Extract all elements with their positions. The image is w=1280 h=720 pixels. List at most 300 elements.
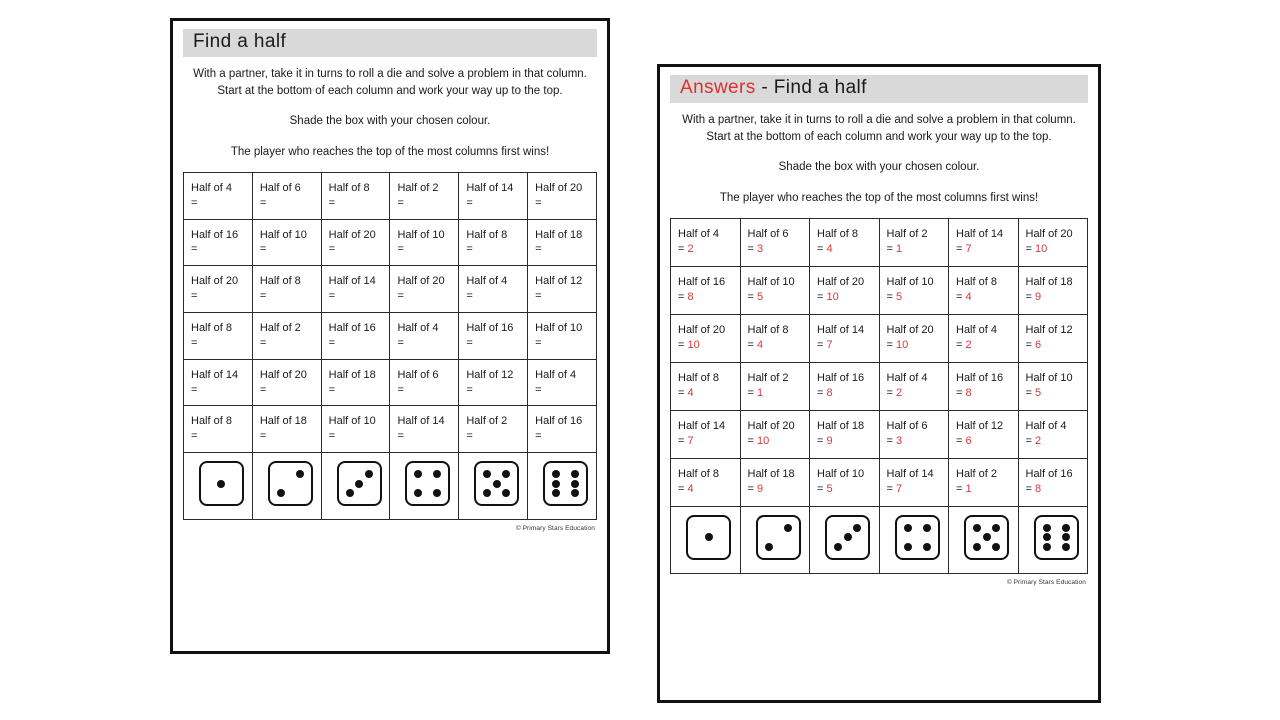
problem-text: Half of 10 [328,415,376,428]
die-pip [217,480,225,488]
answer-blank[interactable]: = [466,243,473,256]
answer-value: 2 [1034,434,1042,447]
problem-cell[interactable] [740,314,810,362]
problem-text: Half of 16 [466,322,514,334]
answer-line: = 4 [956,290,972,303]
answer-value: 2 [895,386,903,399]
answer-value: 6 [1034,338,1042,351]
die-cell [879,506,949,573]
problem-text: Half of 20 [191,275,239,288]
problem-cell[interactable] [810,458,880,506]
die-pip [834,543,842,551]
answer-blank[interactable]: = [259,196,267,209]
answer-line: = 5 [886,290,903,303]
problem-text: Half of 18 [535,228,583,241]
worksheet-answers-page [657,64,1101,703]
problem-cell[interactable] [184,266,253,313]
problem-cell[interactable] [459,313,528,360]
answer-blank[interactable]: = [328,290,336,303]
die-pip [992,543,1000,551]
die-pip [414,489,422,497]
problem-text: Half of 12 [1025,323,1073,336]
answer-value: 2 [687,242,694,255]
grid-row [184,219,597,266]
problem-cell[interactable] [184,313,253,360]
dice-row [184,453,597,520]
problem-cell[interactable] [949,458,1019,506]
answer-line: = 7 [886,482,903,495]
problem-cell[interactable] [252,172,321,219]
problem-text: Half of 4 [886,371,928,384]
answer-line: = 9 [1025,290,1042,303]
problem-cell[interactable] [321,406,390,453]
problem-cell[interactable] [879,458,949,506]
problem-text: Half of 8 [191,322,232,334]
answer-line: = 10 [678,338,700,351]
problem-text: Half of 14 [817,323,865,336]
problem-text: Half of 2 [747,371,789,384]
problem-text: Half of 20 [1025,227,1073,240]
die-pip [433,489,441,497]
die-face-2-icon [756,515,801,560]
answers-instruction-line-4: The player who reaches the top of the most columns first wins! [719,191,1039,204]
problem-cell[interactable] [671,458,741,506]
die-pip [983,533,991,541]
problem-text: Half of 6 [397,368,439,381]
answer-blank[interactable]: = [466,290,473,303]
die-pip [904,524,912,532]
answer-value: 4 [756,338,764,351]
answers-instructions-block [670,112,1088,207]
grid-row [671,314,1088,362]
answer-blank[interactable]: = [259,243,267,256]
problem-cell[interactable] [252,313,321,360]
answer-blank[interactable]: = [191,383,198,396]
answer-blank[interactable]: = [397,196,404,209]
problem-cell[interactable] [321,219,390,266]
problem-cell[interactable] [879,314,949,362]
answer-blank[interactable]: = [259,290,267,303]
problem-cell[interactable] [1018,218,1088,266]
answer-blank[interactable]: = [535,430,542,443]
problem-cell[interactable] [949,410,1019,458]
problem-cell[interactable] [252,219,321,266]
grid-row [671,266,1088,314]
answer-line: = 2 [886,386,903,399]
die-cell [810,506,880,573]
die-face-6-icon [1034,515,1079,560]
die-face-3-icon [337,461,382,506]
die-pip [1062,533,1070,541]
grid-row [184,172,597,219]
problem-cell[interactable] [671,362,741,410]
answer-value: 3 [895,434,903,447]
answer-blank[interactable]: = [191,290,198,303]
answer-line: = 5 [747,290,764,303]
problem-text: Half of 14 [886,467,934,480]
problem-cell[interactable] [459,406,528,453]
answer-blank[interactable]: = [466,383,473,396]
problem-cell[interactable] [879,266,949,314]
problem-text: Half of 20 [817,275,865,288]
problem-cell[interactable] [1018,314,1088,362]
answer-value: 5 [1034,386,1042,399]
problem-text: Half of 10 [747,275,795,288]
answer-line: = 4 [678,386,694,399]
grid-row [671,410,1088,458]
die-cell [949,506,1019,573]
answer-blank[interactable]: = [466,430,473,443]
die-pip [365,470,373,478]
copyright-footer: © Primary Stars Education [515,525,595,533]
answer-value: 5 [756,290,764,303]
problem-grid-answers [670,218,1088,574]
answer-blank[interactable]: = [328,383,336,396]
instruction-line-2: Start at the bottom of each column and work your way up to the top. [217,85,563,98]
worksheet-blank-page [170,18,610,654]
problem-text: Half of 4 [191,181,232,194]
grid-row [184,406,597,453]
die-pip [277,489,285,497]
answer-blank[interactable]: = [397,243,404,256]
answer-value: 9 [826,434,833,447]
problem-text: Half of 16 [1025,467,1073,480]
answer-line: = 3 [747,242,764,255]
answer-blank[interactable]: = [535,243,542,256]
problem-text: Half of 20 [259,368,307,381]
answer-value: 4 [826,242,833,255]
problem-text: Half of 10 [259,228,307,241]
answer-blank[interactable]: = [535,336,542,349]
answer-value: 5 [826,482,833,495]
problem-text: Half of 4 [535,368,577,381]
problem-cell[interactable] [879,218,949,266]
die-pip [493,480,501,488]
problem-text: Half of 14 [397,415,445,428]
answer-line: = 6 [956,434,972,447]
problem-text: Half of 2 [956,467,997,480]
die-pip [705,533,713,541]
grid-row [671,362,1088,410]
die-pip [973,543,981,551]
answer-line: = 10 [817,290,839,303]
problem-cell[interactable] [949,266,1019,314]
die-pip [765,543,773,551]
problem-cell[interactable] [252,266,321,313]
problem-cell[interactable] [1018,266,1088,314]
answer-blank[interactable]: = [397,336,404,349]
answer-line: = 4 [678,482,694,495]
problem-text: Half of 16 [191,228,239,241]
problem-cell[interactable] [459,219,528,266]
answer-value: 8 [1034,482,1042,495]
answer-value: 7 [895,482,903,495]
answer-value: 5 [895,290,903,303]
instruction-spacer [185,131,595,144]
die-cell [528,453,597,520]
answer-value: 9 [756,482,764,495]
problem-text: Half of 8 [191,415,232,428]
die-pip [355,480,363,488]
problem-cell[interactable] [459,266,528,313]
answer-blank[interactable]: = [328,196,336,209]
answer-blank[interactable]: = [328,243,336,256]
page-title: Find a half [193,31,287,52]
die-pip [571,489,579,497]
problem-cell[interactable] [528,266,597,313]
problem-cell[interactable] [252,406,321,453]
problem-cell[interactable] [390,266,459,313]
die-face-5-icon [964,515,1009,560]
problem-text: Half of 16 [817,371,865,384]
problem-cell[interactable] [810,266,880,314]
problem-cell[interactable] [740,458,810,506]
die-pip [502,470,510,478]
grid-row [671,458,1088,506]
problem-cell[interactable] [949,218,1019,266]
problem-cell[interactable] [390,359,459,406]
answers-page-title: - Find a half [755,77,867,98]
instruction-spacer [672,177,1086,190]
die-cell [252,453,321,520]
problem-cell[interactable] [459,172,528,219]
die-cell [459,453,528,520]
problem-text: Half of 18 [747,467,795,480]
answer-line: = 5 [817,482,833,495]
problem-text: Half of 8 [678,371,719,384]
grid-row [184,266,597,313]
answer-value: 10 [756,434,770,447]
die-face-4-icon [405,461,450,506]
problem-text: Half of 4 [956,323,997,336]
answers-instruction-line-1: With a partner, take it in turns to roll a die and solve a problem in that column. [682,113,1076,126]
problem-text: Half of 14 [466,181,514,194]
problem-cell[interactable] [184,359,253,406]
problem-text: Half of 18 [1025,275,1073,288]
answer-value: 3 [756,242,764,255]
die-pip [1043,533,1051,541]
problem-text: Half of 12 [535,275,583,288]
problem-cell[interactable] [321,313,390,360]
problem-cell[interactable] [528,172,597,219]
die-pip [433,470,441,478]
answers-instruction-line-2: Start at the bottom of each column and work your way up to the top. [706,131,1052,144]
problem-cell[interactable] [184,406,253,453]
problem-text: Half of 4 [397,322,439,334]
problem-cell[interactable] [1018,362,1088,410]
die-cell [321,453,390,520]
problem-cell[interactable] [459,359,528,406]
answer-blank[interactable]: = [259,430,267,443]
problem-cell[interactable] [390,406,459,453]
problem-cell[interactable] [740,266,810,314]
answer-blank[interactable]: = [466,336,473,349]
answer-blank[interactable]: = [259,336,267,349]
answer-blank[interactable]: = [328,430,336,443]
answer-blank[interactable]: = [397,430,404,443]
die-face-5-icon [474,461,519,506]
answer-value: 8 [826,386,833,399]
die-pip [483,489,491,497]
die-pip [844,533,852,541]
answer-line: = 5 [1025,386,1042,399]
problem-cell[interactable] [810,218,880,266]
problem-text: Half of 14 [956,227,1004,240]
problem-text: Half of 10 [1025,371,1073,384]
answer-line: = 1 [747,386,764,399]
problem-cell[interactable] [321,172,390,219]
problem-text: Half of 10 [397,228,445,241]
problem-cell[interactable] [528,406,597,453]
die-face-6-icon [543,461,588,506]
answer-line: = 8 [678,290,694,303]
answer-blank[interactable]: = [535,196,542,209]
problem-text: Half of 18 [328,368,376,381]
answers-title-band [670,75,1088,103]
die-pip [571,470,579,478]
problem-text: Half of 8 [678,467,719,480]
problem-cell[interactable] [740,410,810,458]
die-pip [552,480,560,488]
problem-cell[interactable] [879,410,949,458]
problem-cell[interactable] [184,219,253,266]
answer-line: = 2 [678,242,694,255]
problem-cell[interactable] [390,172,459,219]
die-pip [296,470,304,478]
problem-text: Half of 20 [678,323,726,336]
answer-line: = 9 [747,482,764,495]
problem-text: Half of 16 [535,415,583,428]
answer-blank[interactable]: = [466,196,473,209]
die-pip [784,524,792,532]
problem-cell[interactable] [949,362,1019,410]
problem-text: Half of 16 [956,371,1004,384]
die-cell [1018,506,1088,573]
problem-cell[interactable] [671,218,741,266]
problem-text: Half of 8 [817,227,858,240]
problem-cell[interactable] [390,313,459,360]
answer-line: = 10 [1025,242,1048,255]
problem-cell[interactable] [671,410,741,458]
answer-value: 4 [687,482,694,495]
problem-cell[interactable] [184,172,253,219]
problem-text: Half of 8 [259,275,301,288]
problem-cell[interactable] [879,362,949,410]
problem-cell[interactable] [390,219,459,266]
instructions-block [183,66,597,161]
problem-text: Half of 14 [328,275,376,288]
copyright-footer: © Primary Stars Education [1006,578,1086,586]
answer-blank[interactable]: = [397,290,404,303]
answer-line: = 2 [1025,434,1042,447]
problem-cell[interactable] [321,266,390,313]
problem-cell[interactable] [528,219,597,266]
answer-line: = 4 [817,242,833,255]
answer-line: = 1 [886,242,903,255]
answer-value: 8 [687,290,694,303]
problem-cell[interactable] [740,218,810,266]
dice-row [671,506,1088,573]
grid-row [671,218,1088,266]
answer-value: 9 [1034,290,1042,303]
answer-value: 8 [965,386,972,399]
die-pip [1043,543,1051,551]
answer-line: = 7 [956,242,972,255]
problem-text: Half of 2 [259,322,301,334]
die-pip [1043,524,1051,532]
instruction-line-4: The player who reaches the top of the most columns first wins! [230,145,550,158]
problem-text: Half of 8 [747,323,789,336]
answer-value: 1 [895,242,903,255]
problem-cell[interactable] [528,313,597,360]
die-pip [483,470,491,478]
problem-cell[interactable] [810,314,880,362]
problem-cell[interactable] [252,359,321,406]
problem-text: Half of 20 [747,419,795,432]
die-cell [390,453,459,520]
problem-text: Half of 4 [1025,419,1067,432]
problem-text: Half of 4 [466,275,508,288]
problem-text: Half of 16 [678,275,726,288]
problem-text: Half of 10 [886,275,934,288]
problem-cell[interactable] [528,359,597,406]
answer-line: = 8 [956,386,972,399]
die-pip [571,480,579,488]
answer-blank[interactable]: = [191,336,198,349]
problem-cell[interactable] [671,314,741,362]
problem-text: Half of 20 [886,323,934,336]
answer-blank[interactable]: = [191,430,198,443]
answer-line: = 10 [747,434,770,447]
problem-text: Half of 8 [956,275,997,288]
problem-text: Half of 14 [191,368,239,381]
answer-blank[interactable]: = [191,196,198,209]
problem-text: Half of 12 [956,419,1004,432]
die-pip [552,470,560,478]
problem-cell[interactable] [810,362,880,410]
problem-cell[interactable] [671,266,741,314]
answer-blank[interactable]: = [535,383,542,396]
answer-blank[interactable]: = [535,290,542,303]
die-cell [184,453,253,520]
die-pip [414,470,422,478]
answer-blank[interactable]: = [397,383,404,396]
answer-blank[interactable]: = [191,243,198,256]
answer-line: = 2 [956,338,972,351]
problem-cell[interactable] [810,410,880,458]
answer-value: 7 [687,434,694,447]
problem-cell[interactable] [740,362,810,410]
answer-line: = 7 [817,338,833,351]
die-pip [1062,524,1070,532]
problem-cell[interactable] [321,359,390,406]
die-pip [552,489,560,497]
die-pip [502,489,510,497]
answers-label: Answers [680,77,756,98]
answer-blank[interactable]: = [259,383,267,396]
answer-line: = 1 [956,482,972,495]
problem-cell[interactable] [1018,458,1088,506]
die-face-1-icon [199,461,244,506]
answer-value: 1 [965,482,972,495]
problem-cell[interactable] [949,314,1019,362]
die-pip [904,543,912,551]
answer-value: 10 [687,338,700,351]
answer-blank[interactable]: = [328,336,336,349]
answer-line: = 4 [747,338,764,351]
problem-cell[interactable] [1018,410,1088,458]
answer-value: 1 [756,386,764,399]
